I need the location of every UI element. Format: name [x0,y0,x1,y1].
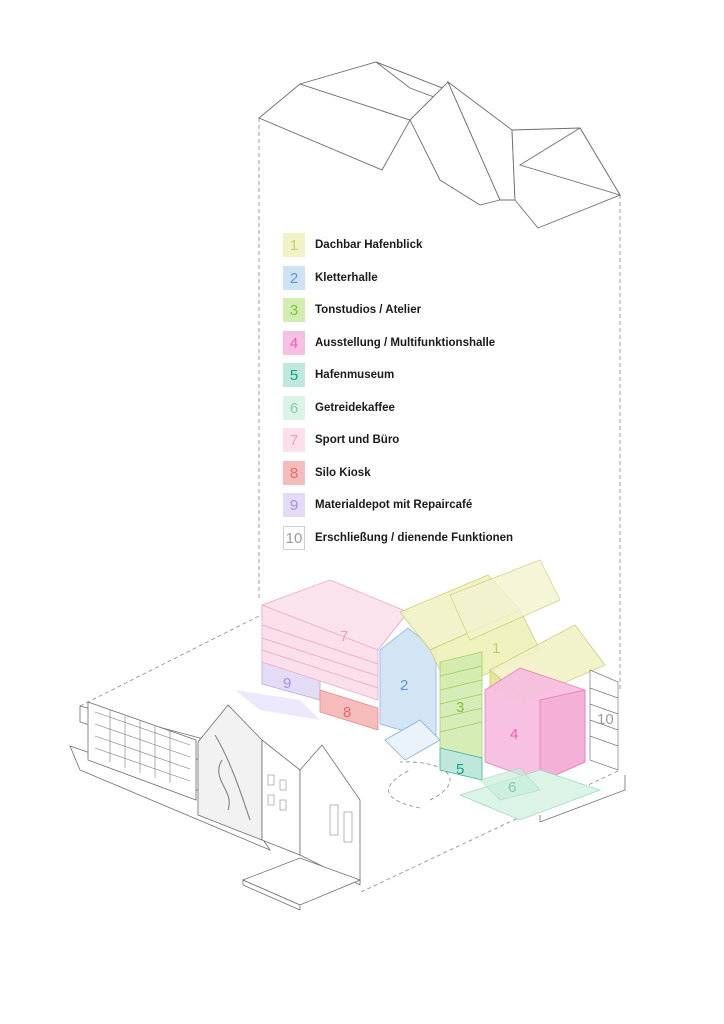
legend-number-4: 4 [289,334,299,352]
legend-number-5: 5 [289,366,299,384]
legend-number-6: 6 [289,399,299,417]
legend-swatch-5 [283,363,305,387]
legend-label-8: Silo Kiosk [315,467,371,479]
zone-label-4: 4 [510,726,519,743]
legend-item-6 [283,395,395,421]
legend-number-2: 2 [289,269,299,287]
legend-item-9 [283,492,472,518]
legend-swatch-6 [283,396,305,420]
legend-item-5 [283,362,394,388]
legend-label-7: Sport und Büro [315,434,400,446]
legend-swatch-2 [283,266,305,290]
zone-label-5: 5 [456,761,465,778]
legend-swatch-8 [283,461,305,485]
legend-label-5: Hafenmuseum [315,369,395,381]
legend-label-10: Erschließung / dienende Funktionen [315,532,514,544]
legend-label-1: Dachbar Hafenblick [315,239,423,251]
legend-item-7 [283,427,399,453]
legend-swatch-1 [283,233,305,257]
legend-swatch-9 [283,493,305,517]
zone-4-volume [485,668,585,782]
legend-number-8: 8 [289,464,299,482]
legend-item-3 [283,297,421,323]
zone-label-3: 3 [456,699,465,716]
zone-label-8: 8 [343,704,352,721]
legend-label-9: Materialdepot mit Repaircafé [315,499,473,511]
zone-label-7: 7 [340,628,349,645]
legend-number-7: 7 [289,431,299,449]
legend-number-1: 1 [289,236,299,254]
legend-number-9: 9 [289,496,299,514]
legend-number-10: 10 [285,529,303,547]
legend-label-4: Ausstellung / Multifunktionshalle [315,337,496,349]
legend-label-3: Tonstudios / Atelier [315,304,422,316]
legend-number-3: 3 [289,301,299,319]
legend-label-6: Getreidekaffee [315,402,395,414]
zone-label-1: 1 [492,640,501,657]
upper-roof-outline [259,62,620,228]
legend-item-4 [283,330,495,356]
mural-building [198,705,360,885]
legend-label-2: Kletterhalle [315,272,378,284]
legend-item-8 [283,460,371,486]
zone-label-2: 2 [400,677,409,694]
legend-swatch-10 [283,526,305,550]
legend-item-10 [283,525,513,551]
legend-swatch-4 [283,331,305,355]
legend-item-2 [283,265,378,291]
zone-label-6: 6 [508,779,517,796]
legend-item-1 [283,232,422,258]
zone-label-9: 9 [283,675,292,692]
legend-swatch-7 [283,428,305,452]
zone-label-10: 10 [597,711,614,728]
legend-swatch-3 [283,298,305,322]
